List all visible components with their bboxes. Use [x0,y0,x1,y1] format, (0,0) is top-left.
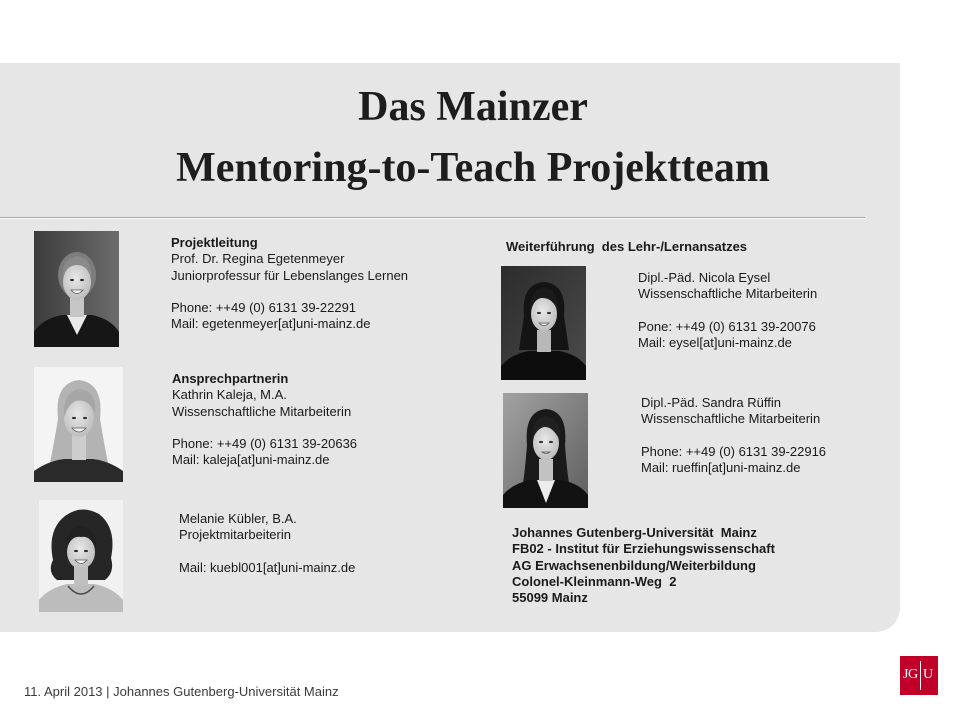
member-name: Kathrin Kaleja, M.A. [172,387,287,403]
portrait-photo-kuebler [39,500,123,612]
portrait-image [34,367,123,482]
member-phone: Phone: ++49 (0) 6131 39-22291 [171,300,357,316]
portrait-eye-right [83,417,87,419]
section-heading-right [506,239,747,255]
member-position: Wissenschaftliche Mitarbeiterin [641,411,821,427]
member-position: Wissenschaftliche Mitarbeiterin [638,286,818,302]
portrait-eye-right [84,550,88,552]
member-phone: Pone: ++49 (0) 6131 39-20076 [638,318,816,334]
portrait-neck [537,330,551,352]
member-name: Dipl.-Päd. Sandra Rüffin [641,395,781,410]
slide-footer: 11. April 2013 | Johannes Gutenberg-Universität Mainz [24,684,339,699]
portrait-eye-right [547,312,551,314]
logo-letters-left: JG [903,667,918,682]
address-street: Colonel-Kleinmann-Weg 2 [512,573,677,589]
logo-divider [920,661,921,690]
title-line-2: Mentoring-to-Teach Projektteam [176,145,770,191]
member-heading: Projektleitung [171,235,258,250]
portrait-photo-kaleja [34,367,123,482]
portrait-eye-right [80,279,84,281]
title-line-1: Das Mainzer [358,84,588,130]
address-university: Johannes Gutenberg-Universität Mainz [512,525,757,540]
member-mail: Mail: eysel[at]uni-mainz.de [638,335,792,351]
portrait-eye-left [70,279,74,281]
portrait-eye-right [549,441,553,443]
member-position: Wissenschaftliche Mitarbeiterin [172,403,352,419]
portrait-image [39,500,123,612]
member-position: Projektmitarbeiterin [179,527,291,543]
portrait-neck [72,433,86,460]
portrait-eye-left [539,441,543,443]
member-mail: Mail: kaleja[at]uni-mainz.de [172,452,330,468]
jgu-logo [900,656,938,695]
portrait-face [63,264,91,300]
member-name: Prof. Dr. Regina Egetenmeyer [171,251,345,267]
portrait-image [501,266,586,380]
portrait-photo-egetenmeyer [34,231,119,347]
address-group: AG Erwachsenenbildung/Weiterbildung [512,557,756,573]
address-block [512,525,775,606]
portrait-eye-left [74,550,78,552]
member-heading: Ansprechpartnerin [172,371,289,386]
portrait-image [34,231,119,347]
member-phone: Phone: ++49 (0) 6131 39-20636 [172,436,358,452]
logo-letters-right: U [923,667,934,682]
member-mail: Mail: kuebl001[at]uni-mainz.de [179,559,356,575]
member-position: Juniorprofessur für Lebenslanges Lernen [171,267,409,283]
member-name: Melanie Kübler, B.A. [179,511,297,526]
contact-card-egetenmeyer [171,235,408,333]
contact-card-eysel [638,270,817,351]
portrait-eye-left [72,417,76,419]
member-name: Dipl.-Päd. Nicola Eysel [638,270,771,285]
section-heading: Weiterführung des Lehr-/Lernansatzes [506,239,748,254]
member-mail: Mail: rueffin[at]uni-mainz.de [641,460,801,476]
portrait-neck [539,459,553,481]
contact-card-kaleja [172,371,357,469]
address-department: FB02 - Institut für Erziehungswissenschaft [512,541,775,557]
address-city: 55099 Mainz [512,590,588,606]
member-phone: Phone: ++49 (0) 6131 39-22916 [641,443,827,459]
portrait-photo-rueffin [503,393,588,508]
portrait-image [503,393,588,508]
member-mail: Mail: egetenmeyer[at]uni-mainz.de [171,316,371,332]
portrait-photo-eysel [501,266,586,380]
portrait-eye-left [537,312,541,314]
contact-card-rueffin [641,395,826,476]
title-divider [0,217,865,218]
contact-card-kuebler [179,511,355,576]
